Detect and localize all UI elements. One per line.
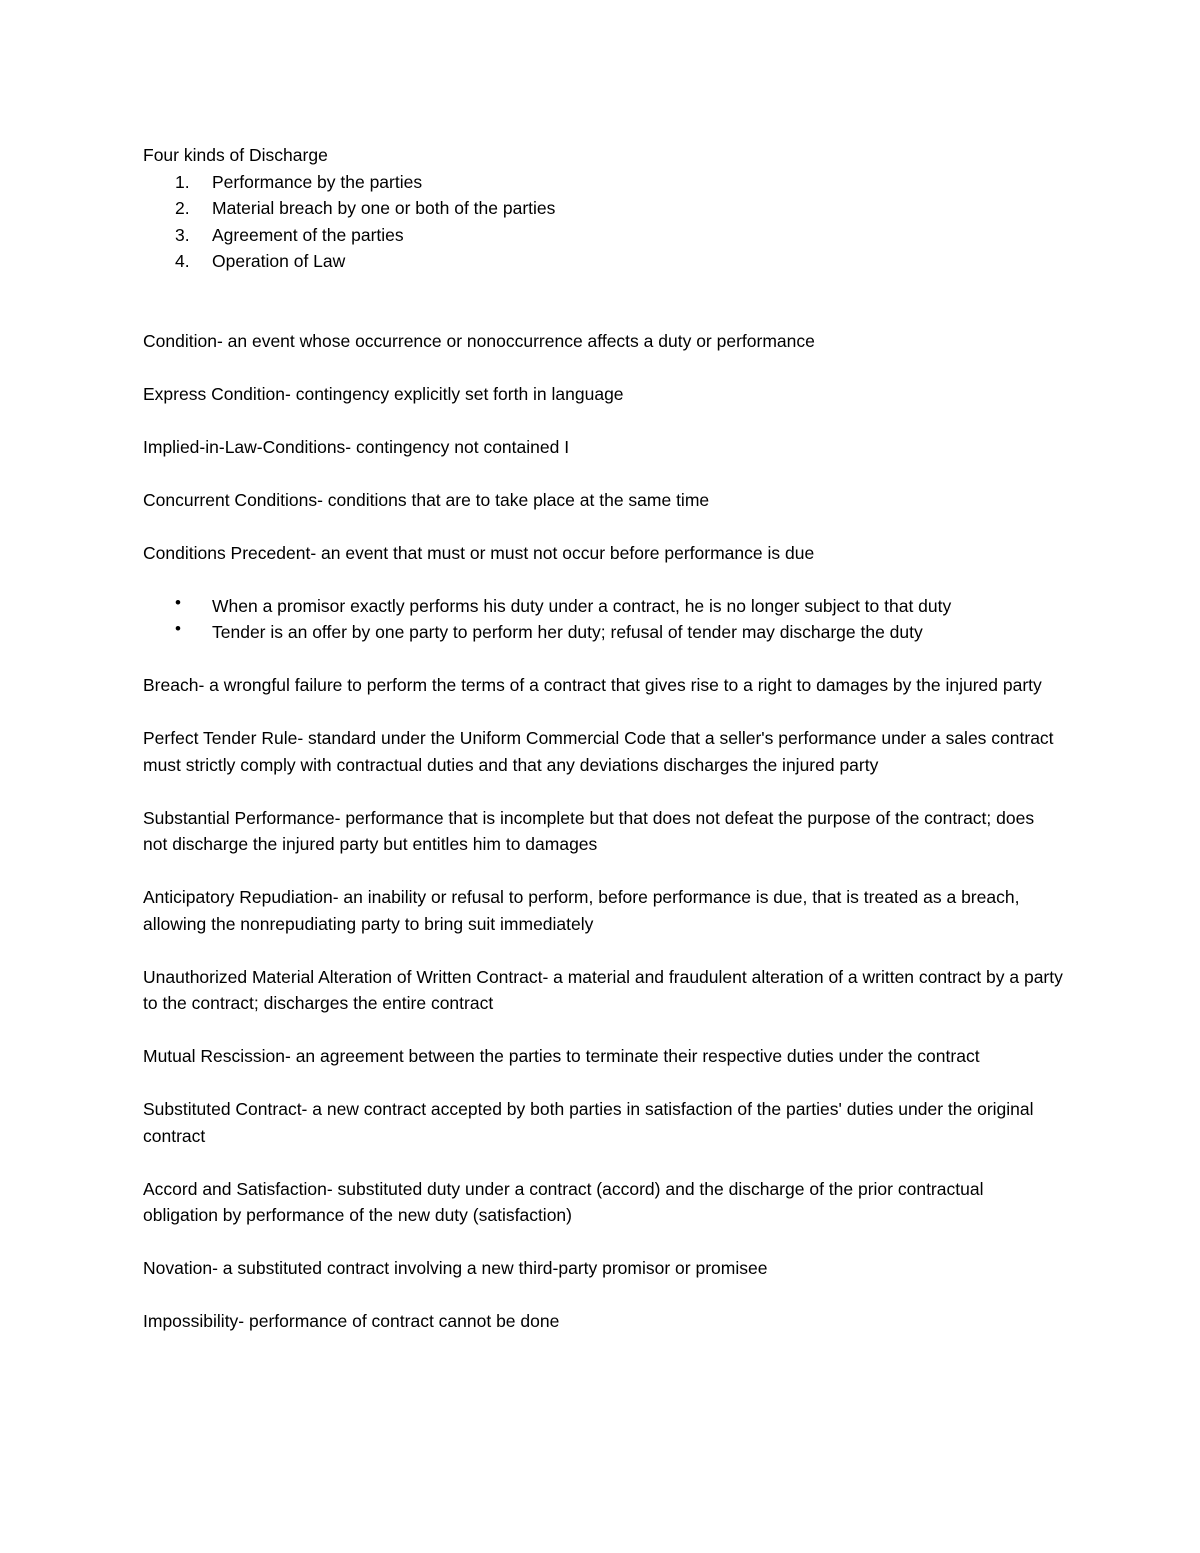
definition-paragraph: Breach- a wrongful failure to perform the terms of a contract that gives rise to a right to damages by the injured party (143, 675, 1042, 695)
bullet-marker: • (175, 619, 181, 638)
definition-paragraph: Anticipatory Repudiation- an inability or refusal to perform, before performance is due, that is treated as a breach, allowing the nonrepudiating party to bring suit immediately (143, 887, 1020, 934)
definition-paragraph: Condition- an event whose occurrence or nonoccurrence affects a duty or performance (143, 330, 815, 351)
list-item (143, 169, 1063, 196)
definition-paragraph: Mutual Rescission- an agreement between the parties to terminate their respective duties under the contract (143, 1046, 980, 1066)
bullet-item (143, 593, 1063, 620)
blank-lines (143, 275, 1063, 328)
definition-paragraph: Concurrent Conditions- conditions that are to take place at the same time (143, 489, 710, 510)
bullet-marker: • (175, 592, 181, 612)
definition-paragraph: Perfect Tender Rule- standard under the Uniform Commercial Code that a seller's performance under a sales contract must strictly comply with contractual duties and that any deviations discharges the injured party (143, 728, 1054, 775)
definition-paragraph: Substantial Performance- performance that is incomplete but that does not defeat the purpose of the contract; does not discharge the injured party but entitles him to damages (143, 807, 1035, 854)
definition-paragraph: Express Condition- contingency explicitly set forth in language (143, 383, 624, 404)
list-number: 3. (175, 224, 190, 245)
list-item (143, 248, 1063, 275)
bullet-list (143, 593, 1063, 646)
definition-paragraph: Implied-in-Law-Conditions- contingency not contained I (143, 436, 570, 457)
kinds-of-discharge-list (143, 169, 1063, 275)
definition-paragraph: Novation- a substituted contract involving a new third-party promisor or promisee (143, 1258, 768, 1278)
list-item-text: Operation of Law (212, 251, 346, 271)
list-item (143, 195, 1063, 222)
list-number: 4. (175, 251, 190, 271)
definition-paragraph: Conditions Precedent- an event that must or must not occur before performance is due (143, 542, 815, 563)
list-number: 1. (175, 171, 190, 192)
definition-paragraph: Unauthorized Material Alteration of Written Contract- a material and fraudulent alteration of a written contract by a party to the contract; discharges the entire contract (143, 966, 1063, 1013)
definition-paragraph: Substituted Contract- a new contract accepted by both parties in satisfaction of the parties' duties under the original contract (143, 1099, 1034, 1146)
definition-paragraph: Impossibility- performance of contract cannot be done (143, 1311, 560, 1331)
document-body (143, 142, 1063, 1361)
list-number: 2. (175, 198, 190, 218)
list-item (143, 222, 1063, 249)
list-item-text: Material breach by one or both of the parties (212, 198, 556, 218)
list-item-text: Agreement of the parties (212, 224, 404, 245)
list-item-text: Performance by the parties (212, 171, 423, 192)
section-heading: Four kinds of Discharge (143, 145, 328, 165)
bullet-text: When a promisor exactly performs his duty under a contract, he is no longer subject to that duty (212, 595, 952, 616)
bullet-item (143, 619, 1063, 646)
definition-paragraph: Accord and Satisfaction- substituted duty under a contract (accord) and the discharge of the prior contractual obligation by performance of the new duty (satisfaction) (143, 1178, 984, 1225)
bullet-text: Tender is an offer by one party to perform her duty; refusal of tender may discharge the duty (212, 622, 923, 642)
